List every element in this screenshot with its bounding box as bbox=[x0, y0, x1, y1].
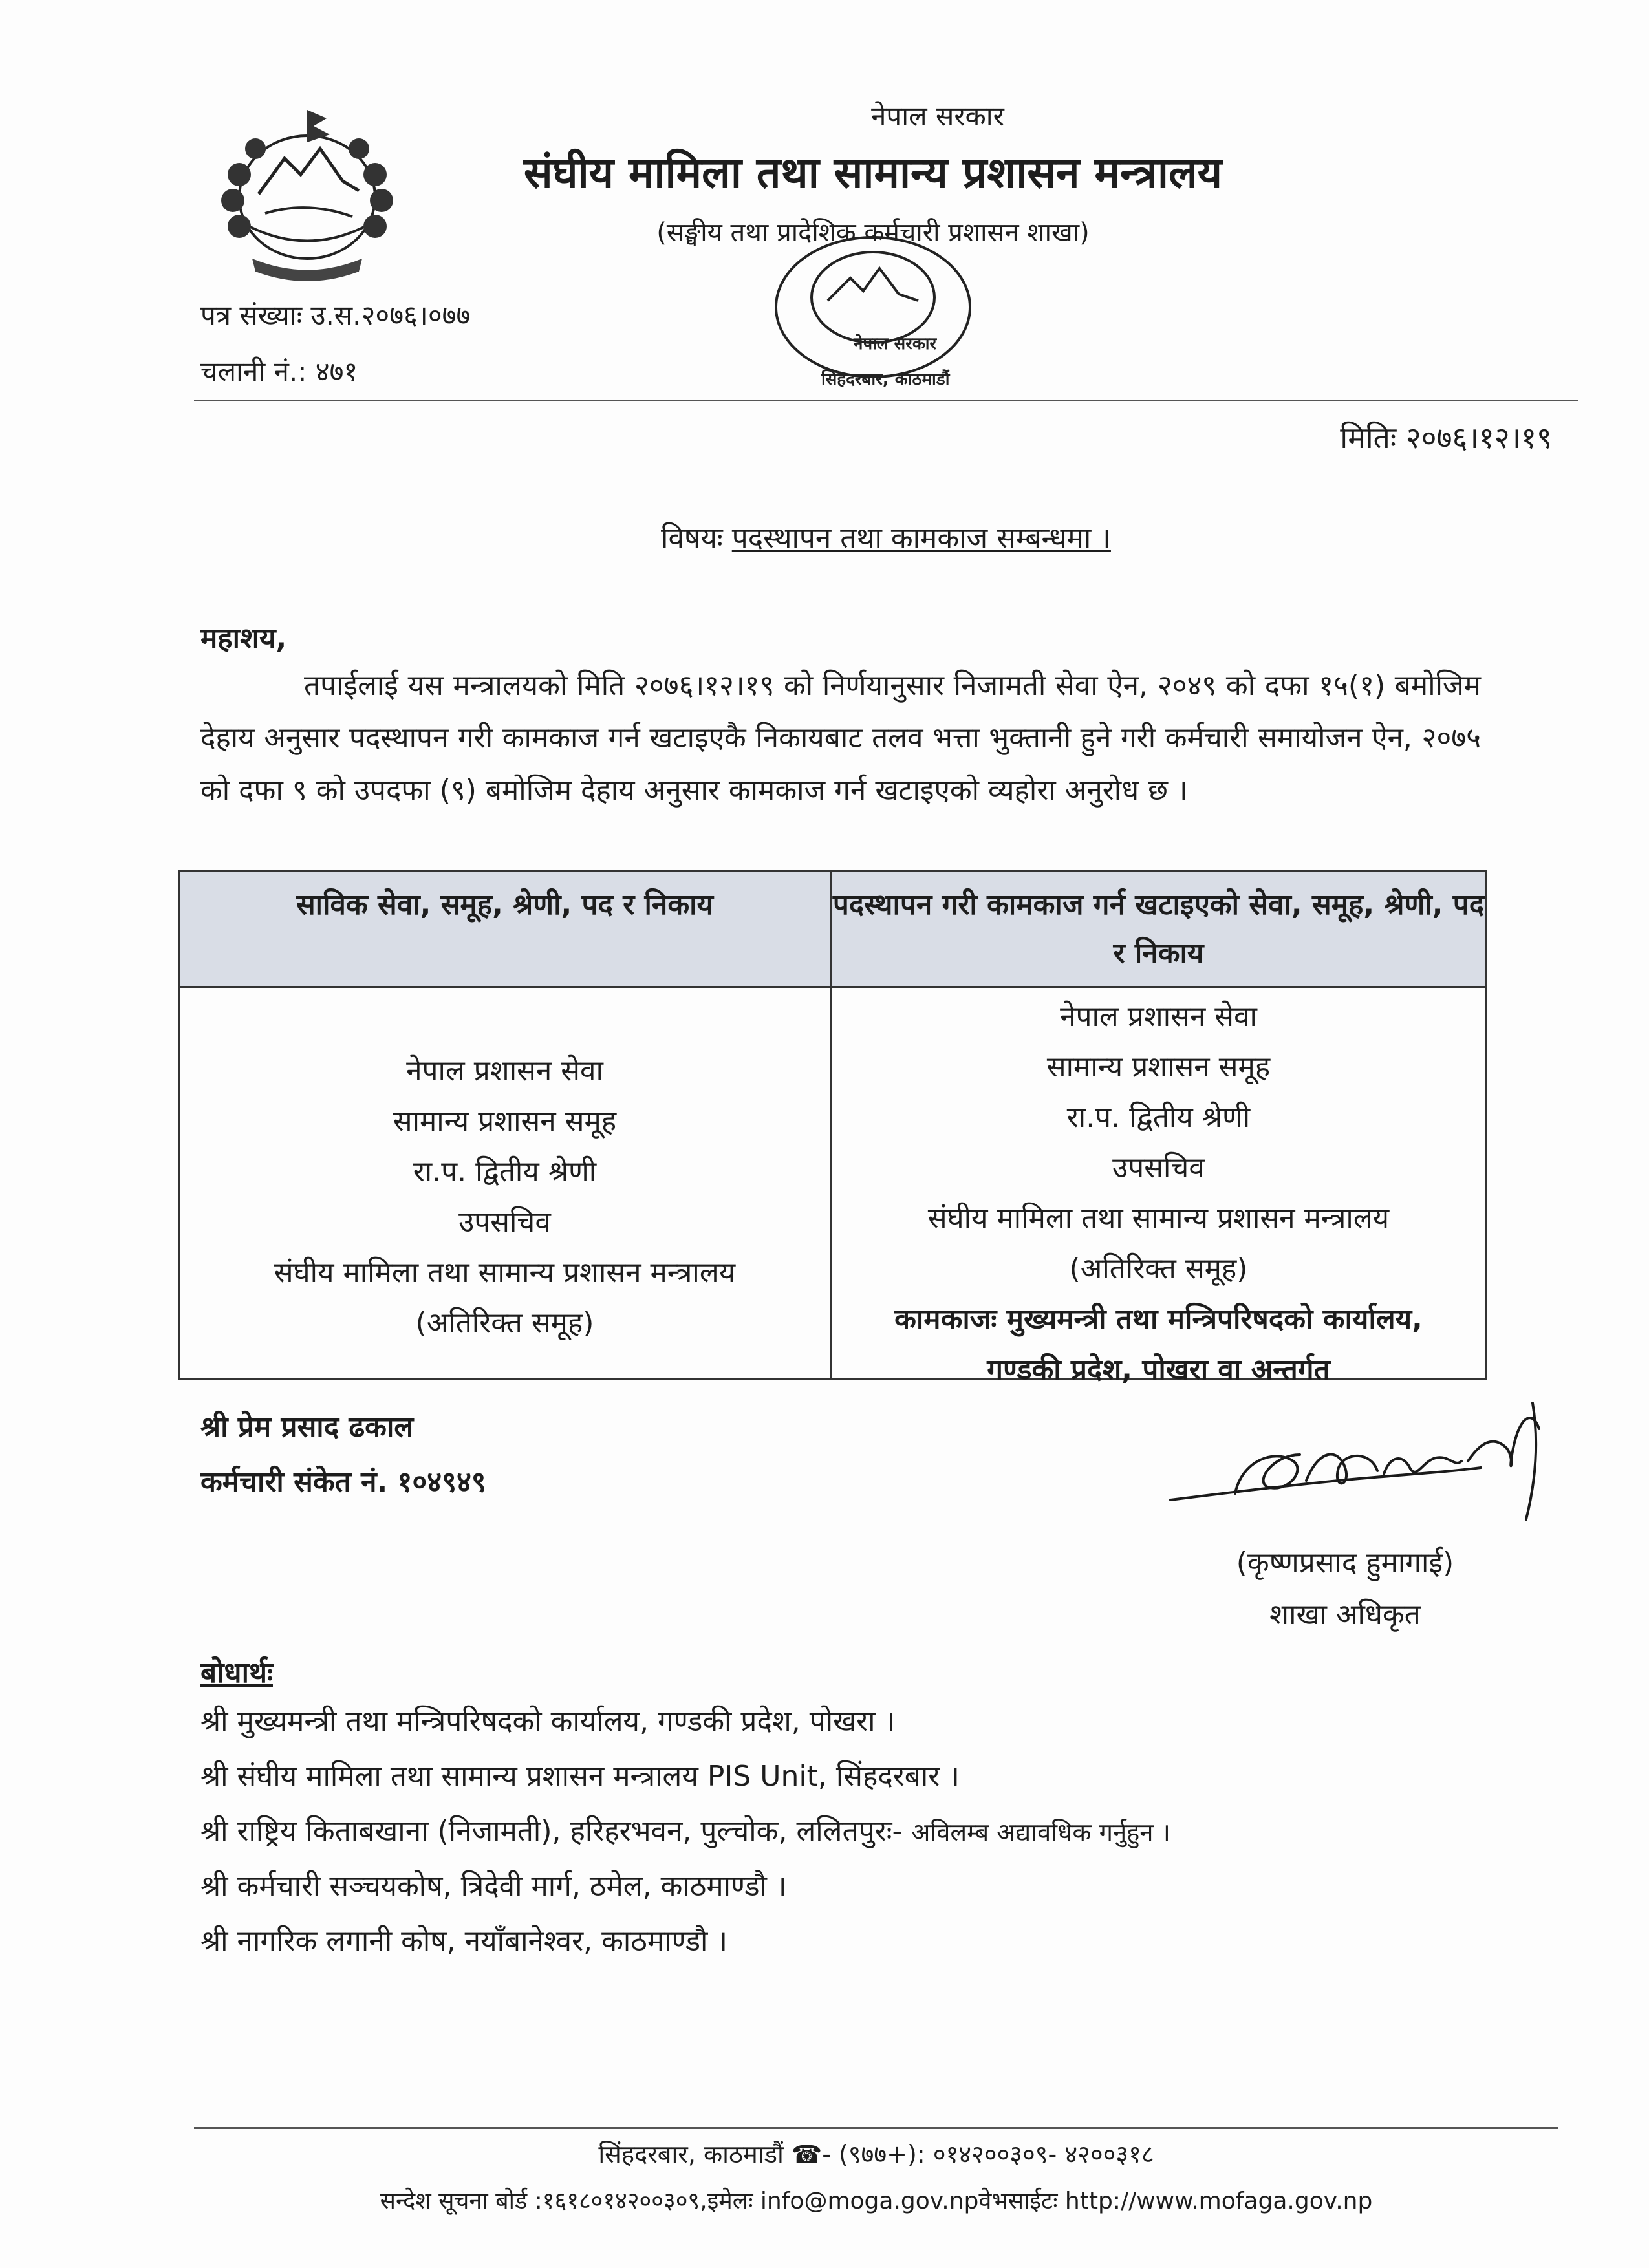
table-cell: उपसचिव bbox=[458, 1206, 551, 1239]
cc-item: श्री संघीय मामिला तथा सामान्य प्रशासन मन्त्रालय PIS Unit, सिंहदरबार । bbox=[200, 1760, 960, 1793]
subject-label: विषयः bbox=[661, 522, 723, 555]
posting-table bbox=[178, 870, 1487, 1386]
ministry-name: संघीय मामिला तथा सामान्य प्रशासन मन्त्रालय bbox=[523, 148, 1222, 198]
cc-item: श्री कर्मचारी सञ्चयकोष, त्रिदेवी मार्ग, ठमेल, काठमाण्डौ । bbox=[200, 1870, 787, 1903]
letter-body: तपाईलाई यस मन्त्रालयको मिति २०७६।१२।१९ को निर्णयानुसार निजामती सेवा ऐन, २०४९ को दफा १५(१) बमोजिम देहाय अनुसार पदस्थापन गरी कामकाज गर्न खटाइएकै निकायबाट तलव भत्ता भुक्तानी हुने गरी कर्मचारी समायोजन ऐन, २०७५ को दफा ९ को उपदफा (९) बमोजिम देहाय अनुसार कामकाज गर्न खटाइएको व्यहोरा अनुरोध छ । bbox=[200, 669, 1481, 807]
letter-number: पत्र संख्याः उ.स.२०७६।०७७ bbox=[200, 299, 471, 331]
table-cell: (अतिरिक्त समूह) bbox=[1069, 1252, 1248, 1285]
table-cell: संघीय मामिला तथा सामान्य प्रशासन मन्त्रालय bbox=[927, 1202, 1390, 1235]
branch-name: (सङ्घीय तथा प्रादेशिक कर्मचारी प्रशासन शाखा) bbox=[656, 218, 1090, 248]
dispatch-number: चलानी नं.: ४७१ bbox=[200, 356, 358, 387]
signatory-name: (कृष्णप्रसाद हुमागाई) bbox=[1236, 1546, 1454, 1579]
subject-line bbox=[194, 517, 1578, 556]
stamp-text-top: नेपाल सरकार bbox=[854, 334, 937, 354]
table-cell: नेपाल प्रशासन सेवा bbox=[1060, 1000, 1257, 1033]
stamp-text-bottom: सिंहदरबार, काठमाडौं bbox=[821, 370, 950, 389]
footer-divider bbox=[194, 2127, 1558, 2129]
cc-item-text: श्री राष्ट्रिय किताबखाना (निजामती), हरिहरभवन, पुल्चोक, ललितपुरः- bbox=[200, 1815, 903, 1848]
employee-code: कर्मचारी संकेत नं. १०४९४९ bbox=[200, 1466, 486, 1499]
signatory-title: शाखा अधिकृत bbox=[1269, 1598, 1421, 1631]
government-name: नेपाल सरकार bbox=[871, 100, 1004, 132]
cc-item: श्री नागरिक लगानी कोष, नयाँबानेश्वर, काठमाण्डौ । bbox=[200, 1925, 728, 1958]
table-header-previous: साविक सेवा, समूह, श्रेणी, पद र निकाय bbox=[180, 872, 830, 988]
table-cell: (अतिरिक्त समूह) bbox=[415, 1307, 594, 1340]
nepal-emblem-icon bbox=[194, 97, 420, 291]
table-cell: रा.प. द्वितीय श्रेणी bbox=[1066, 1101, 1251, 1134]
table-cell: सामान्य प्रशासन समूह bbox=[1046, 1051, 1271, 1084]
table-header-new: पदस्थापन गरी कामकाज गर्न खटाइएको सेवा, समूह, श्रेणी, पद र निकाय bbox=[830, 872, 1485, 988]
footer-address: सिंहदरबार, काठमाडौं ☎- (९७७+): ०१४२००३०९- ४२००३१८ bbox=[598, 2140, 1154, 2168]
addressee-name: श्री प्रेम प्रसाद ढकाल bbox=[200, 1411, 414, 1444]
footer-contact: सन्देश सूचना बोर्ड :१६१८०१४२००३०९,इमेलः info@moga.gov.npवेभसाईटः http://www.mofaga.gov.np bbox=[380, 2188, 1373, 2214]
salutation: महाशय, bbox=[200, 622, 287, 655]
official-stamp bbox=[724, 233, 996, 394]
table-cell: रा.प. द्वितीय श्रेणी bbox=[413, 1155, 597, 1188]
table-cell: कामकाजः मुख्यमन्त्री तथा मन्त्रिपरिषदको कार्यालय, bbox=[894, 1303, 1423, 1336]
table-cell: नेपाल प्रशासन सेवा bbox=[406, 1054, 603, 1087]
cc-item: श्री मुख्यमन्त्री तथा मन्त्रिपरिषदको कार्यालय, गण्डकी प्रदेश, पोखरा । bbox=[200, 1705, 896, 1738]
table-cell: संघीय मामिला तथा सामान्य प्रशासन मन्त्रालय bbox=[274, 1256, 736, 1289]
header-divider bbox=[194, 400, 1578, 401]
cc-item bbox=[200, 1810, 1170, 1849]
table-column-new bbox=[830, 988, 1485, 1386]
cc-item-note: अविलम्ब अद्यावधिक गर्नुहुन । bbox=[911, 1818, 1170, 1846]
subject-text: पदस्थापन तथा कामकाज सम्बन्धमा । bbox=[731, 522, 1111, 555]
signature bbox=[1145, 1390, 1558, 1558]
table-column-previous bbox=[180, 988, 830, 1378]
cc-heading: बोधार्थः bbox=[200, 1656, 273, 1689]
table-cell: उपसचिव bbox=[1112, 1151, 1205, 1184]
table-cell: सामान्य प्रशासन समूह bbox=[393, 1105, 617, 1138]
letter-date: मितिः २०७६।१२।१९ bbox=[1340, 420, 1552, 455]
table-cell: गण्डकी प्रदेश, पोखरा वा अन्तर्गत bbox=[987, 1353, 1330, 1386]
